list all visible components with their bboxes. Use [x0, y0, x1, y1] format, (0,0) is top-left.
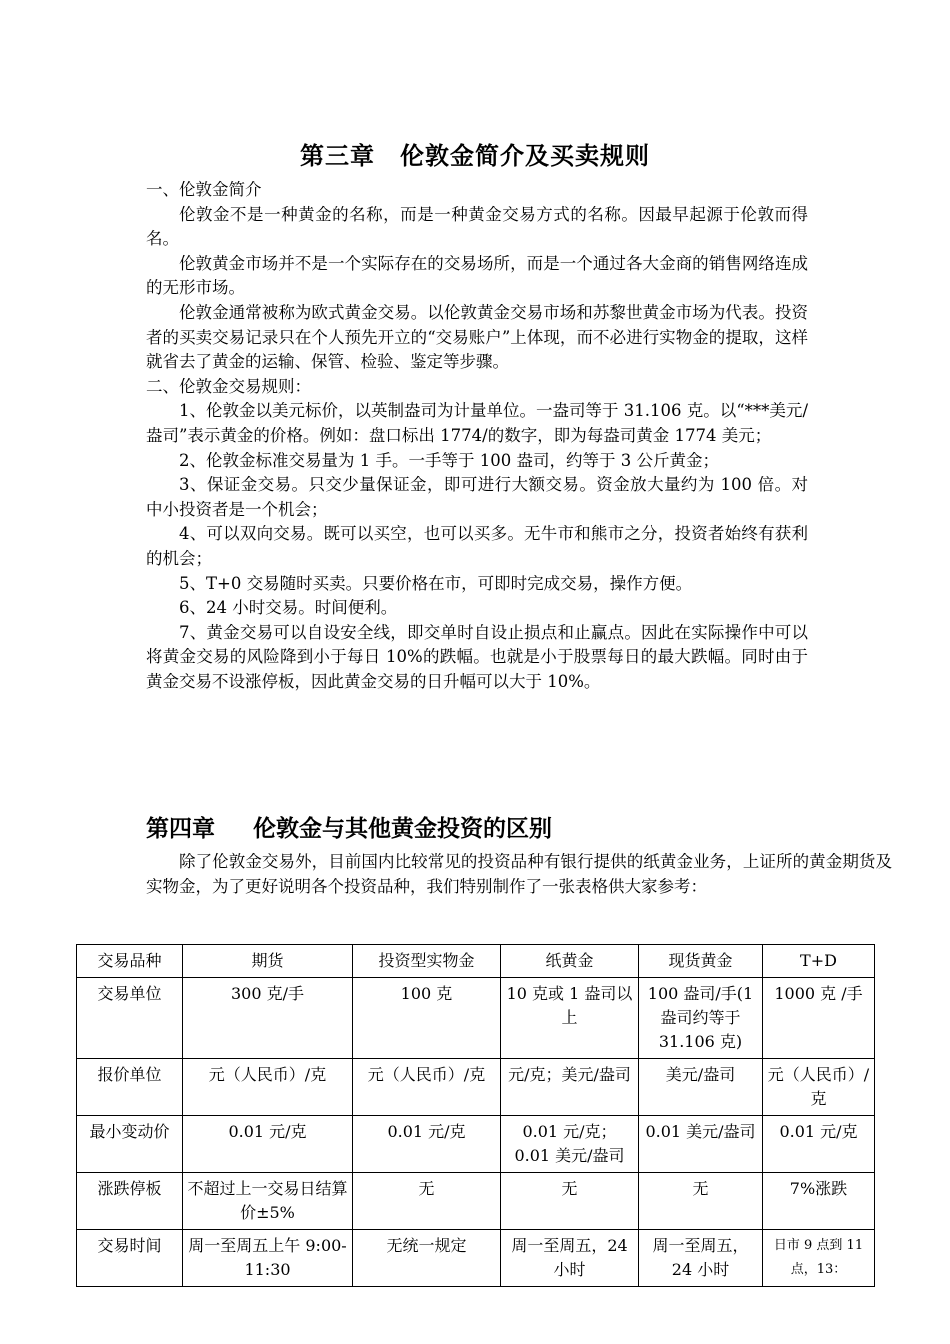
- table-cell: 元/克；美元/盎司: [501, 1059, 639, 1116]
- table-cell: 无: [501, 1173, 639, 1230]
- rule-item: 5、T+0 交易随时买卖。只要价格在市，可即时完成交易，操作方便。: [179, 573, 693, 593]
- table-cell: 0.01 元/克: [183, 1116, 353, 1173]
- table-cell: 300 克/手: [183, 978, 353, 1059]
- table-cell: 0.01 元/克: [353, 1116, 501, 1173]
- table-cell: 100 克: [353, 978, 501, 1059]
- header-cell: 期货: [183, 945, 353, 978]
- chapter4-heading: 伦敦金与其他黄金投资的区别: [253, 816, 552, 842]
- table-row: [77, 1230, 875, 1287]
- paragraph: 伦敦黄金市场并不是一个实际存在的交易场所，而是一个通过各大金商的销售网络连成的无形市场。: [146, 253, 808, 298]
- chapter3-title: 第三章 伦敦金简介及买卖规则: [300, 142, 650, 170]
- table-cell: 7%涨跌: [763, 1173, 875, 1230]
- table-cell: 周一至周五上午 9:00-11:30: [183, 1230, 353, 1287]
- table-cell: 交易单位: [77, 978, 183, 1059]
- chapter4-title: [146, 810, 552, 843]
- table-cell: 无: [639, 1173, 763, 1230]
- table-cell: 无统一规定: [353, 1230, 501, 1287]
- header-cell: 投资型实物金: [353, 945, 501, 978]
- chapter3-body: [146, 178, 808, 694]
- table-cell: 元（人民币）/克: [353, 1059, 501, 1116]
- paragraph: 除了伦敦金交易外，目前国内比较常见的投资品种有银行提供的纸黄金业务，上证所的黄金期货及实物金，为了更好说明各个投资品种，我们特别制作了一张表格供大家参考：: [146, 852, 892, 896]
- rule-item: 2、伦敦金标准交易量为 1 手。一手等于 100 盎司，约等于 3 公斤黄金；: [179, 450, 719, 470]
- paragraph: 伦敦金不是一种黄金的名称，而是一种黄金交易方式的名称。因最早起源于伦敦而得名。: [146, 204, 808, 249]
- chapter4-number: 第四章: [146, 816, 215, 842]
- table-header-row: [77, 945, 875, 978]
- table-cell: 元（人民币）/克: [763, 1059, 875, 1116]
- rule-item: 6、24 小时交易。时间便利。: [179, 598, 398, 618]
- paragraph: 伦敦金通常被称为欧式黄金交易。以伦敦黄金交易市场和苏黎世黄金市场为代表。投资者的买卖交易记录只在个人预先开立的“交易账户”上体现，而不必进行实物金的提取，这样就省去了黄金的运输、保管、检验、鉴定等步骤。: [146, 302, 808, 372]
- table-cell: 交易时间: [77, 1230, 183, 1287]
- comparison-table: [76, 944, 875, 1287]
- header-cell: 现货黄金: [639, 945, 763, 978]
- header-cell: T+D: [763, 945, 875, 978]
- section-heading: 一、伦敦金简介: [146, 180, 262, 199]
- table-cell: 美元/盎司: [639, 1059, 763, 1116]
- rule-item: 1、伦敦金以美元标价，以英制盎司为计量单位。一盎司等于 31.106 克。以“***美元/盎司”表示黄金的价格。例如：盘口标出 1774/的数字，即为每盎司黄金 1774 美元；: [146, 401, 808, 445]
- table-cell: 周一至周五，24 小时: [501, 1230, 639, 1287]
- table-cell: 不超过上一交易日结算价±5%: [183, 1173, 353, 1230]
- table-cell: 无: [353, 1173, 501, 1230]
- table-cell: 日市 9 点到 11 点，13：: [763, 1230, 875, 1287]
- table-cell: 100 盎司/手(1 盎司约等于 31.106 克): [639, 978, 763, 1059]
- table-cell: 元（人民币）/克: [183, 1059, 353, 1116]
- table-cell: 周一至周五，24 小时: [639, 1230, 763, 1287]
- table-cell: 涨跌停板: [77, 1173, 183, 1230]
- table-row: [77, 978, 875, 1059]
- table-row: [77, 1173, 875, 1230]
- header-cell: 纸黄金: [501, 945, 639, 978]
- table-cell: 0.01 美元/盎司: [639, 1116, 763, 1173]
- rule-item: 7、黄金交易可以自设安全线，即交单时自设止损点和止赢点。因此在实际操作中可以将黄金交易的风险降到小于每日 10%的跌幅。也就是小于股票每日的最大跌幅。同时由于黄金交易不设涨停板，因此黄金交易的日升幅可以大于 10%。: [146, 622, 808, 691]
- section-heading: 二、伦敦金交易规则：: [146, 376, 311, 396]
- table-row: [77, 1116, 875, 1173]
- table-cell: 0.01 元/克；0.01 美元/盎司: [501, 1116, 639, 1173]
- table-row: [77, 1059, 875, 1116]
- header-cell: 交易品种: [77, 945, 183, 978]
- table-cell: 0.01 元/克: [763, 1116, 875, 1173]
- rule-item: 3、保证金交易。只交少量保证金，即可进行大额交易。资金放大量约为 100 倍。对中小投资者是一个机会；: [146, 475, 808, 519]
- rule-item: 4、可以双向交易。既可以买空，也可以买多。无牛市和熊市之分，投资者始终有获利的机会；: [146, 524, 808, 568]
- table-cell: 最小变动价: [77, 1116, 183, 1173]
- table-cell: 报价单位: [77, 1059, 183, 1116]
- table-cell: 1000 克 /手: [763, 978, 875, 1059]
- table-cell: 10 克或 1 盎司以上: [501, 978, 639, 1059]
- chapter4-body: [146, 850, 892, 899]
